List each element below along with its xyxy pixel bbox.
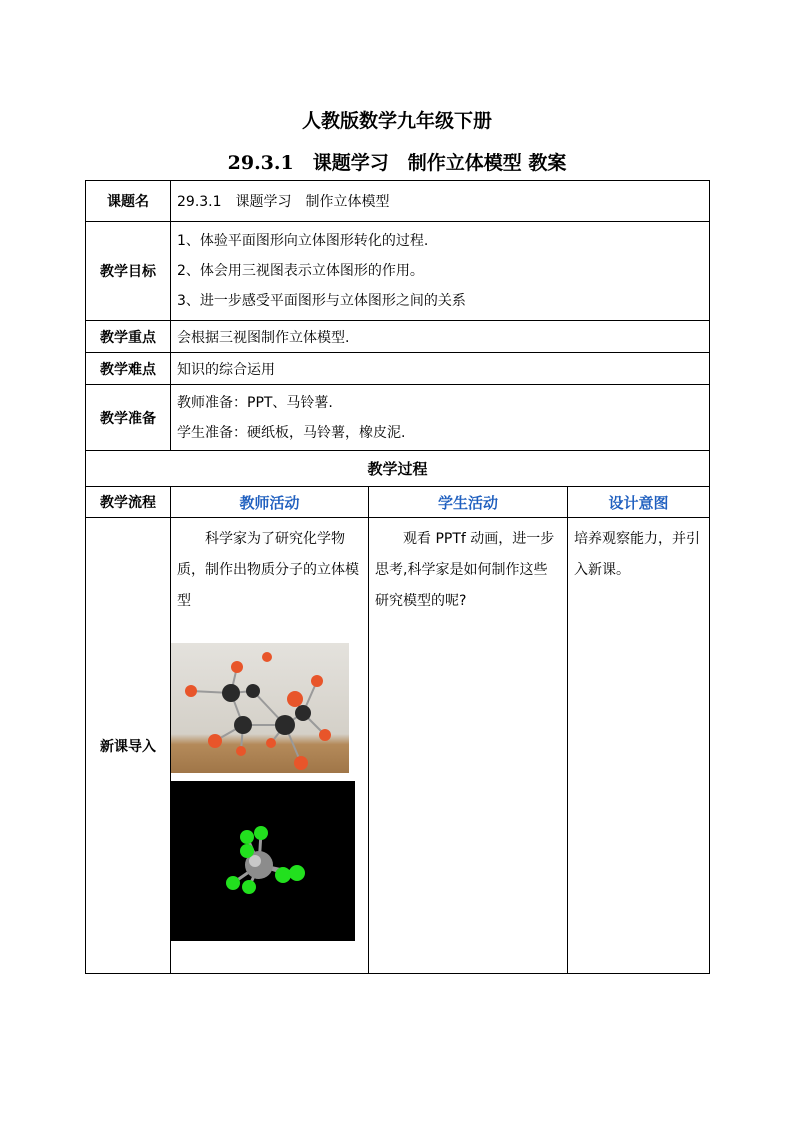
topic-value: 29.3.1 课题学习 制作立体模型 [171,181,710,222]
preparation-item: 教师准备：PPT、马铃薯. [177,394,333,411]
preparation-row [86,385,710,451]
preparation-label: 教学准备 [86,385,171,451]
goal-item: 2、体会用三视图表示立体图形的作用。 [177,263,424,279]
lesson-plan-table [85,180,710,974]
student-activity-cell [369,518,568,974]
goals-label: 教学目标 [86,222,171,321]
goal-item: 3、进一步感受平面图形与立体图形之间的关系 [177,293,466,309]
process-header: 教学过程 [86,451,710,487]
goals-row [86,222,710,321]
key-point-value: 会根据三视图制作立体模型. [171,321,710,353]
key-point-row [86,321,710,353]
topic-row [86,181,710,222]
goal-item: 1、体验平面图形向立体图形转化的过程. [177,233,429,249]
molecule-photo-orange [171,643,349,773]
teacher-activity-cell [171,518,369,974]
document-subtitle: 29.3.1 课题学习 制作立体模型 教案 [227,152,567,174]
teacher-activity-header: 教师活动 [171,487,369,518]
difficulty-label: 教学难点 [86,353,171,385]
difficulty-value: 知识的综合运用 [171,353,710,385]
document-title: 人教版数学九年级下册 [301,110,492,132]
key-point-label: 教学重点 [86,321,171,353]
preparation-cell [171,385,710,451]
teacher-activity-text: 科学家为了研究化学物质，制作出物质分子的立体模型 [177,531,359,609]
difficulty-row [86,353,710,385]
column-header-row [86,487,710,518]
process-header-row [86,451,710,487]
design-intent-header: 设计意图 [568,487,710,518]
design-intent-cell [568,518,710,974]
preparation-item: 学生准备：硬纸板，马铃薯，橡皮泥. [177,424,406,441]
topic-label: 课题名 [86,181,171,222]
student-activity-text: 观看 PPTf 动画，进一步思考,科学家是如何制作这些研究模型的呢? [375,531,555,609]
design-intent-text: 培养观察能力，并引入新课。 [574,531,700,578]
goals-cell [171,222,710,321]
student-activity-header: 学生活动 [369,487,568,518]
molecule-render-green [171,781,355,941]
intro-row [86,518,710,974]
flow-header: 教学流程 [86,487,171,518]
intro-label: 新课导入 [86,518,171,974]
